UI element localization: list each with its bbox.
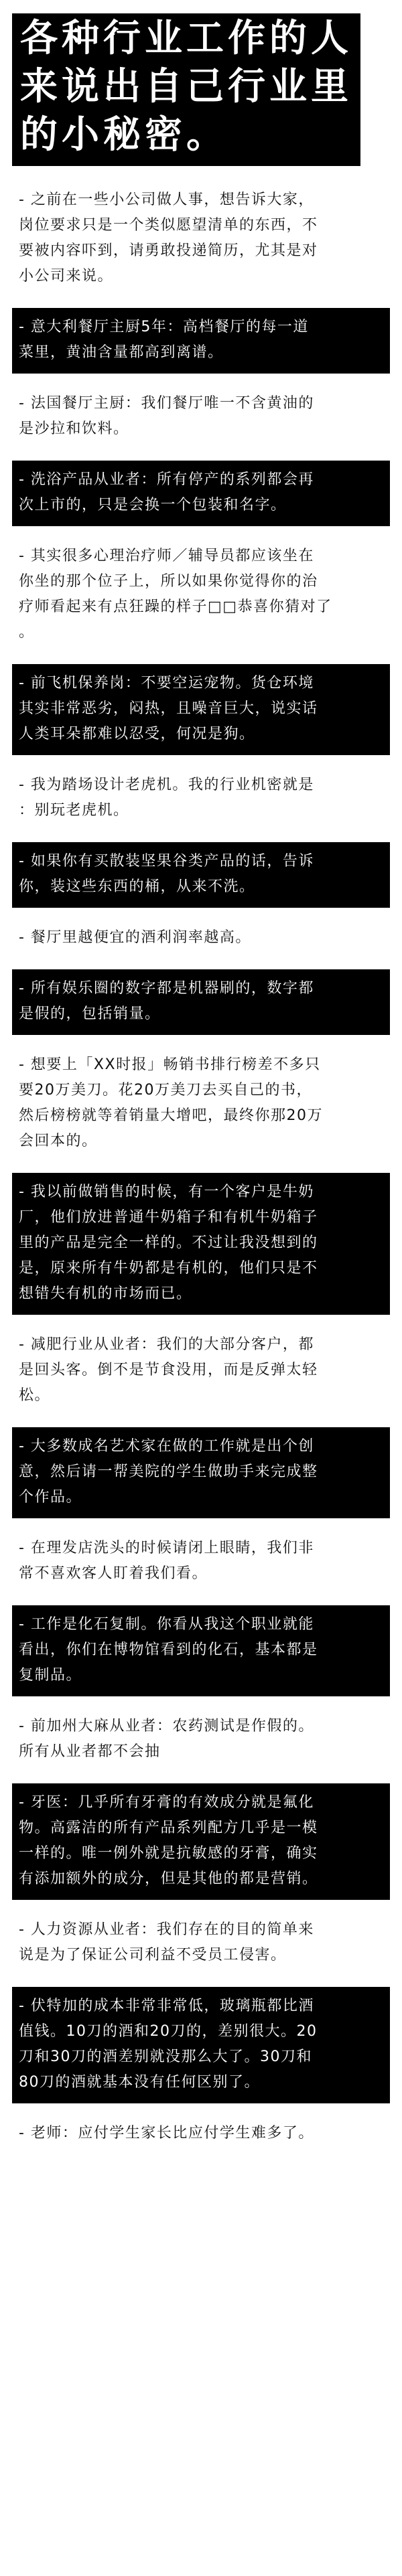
secret-item-10: - 所有娱乐圈的数字都是机器刷的，数字都 是假的，包括销量。 — [12, 969, 390, 1035]
secret-item-9: - 餐厅里越便宜的酒利润率越高。 — [12, 918, 390, 959]
secret-item-6: - 前飞机保养岗：不要空运宠物。货仓环境 其实非常恶劣，闷热，且噪音巨大，说实话 人类耳朵都难以忍受，何况是狗。 — [12, 664, 390, 755]
secret-item-13: - 减肥行业从业者：我们的大部分客户，都 是回头客。倒不是节食没用，而是反弹太轻 松。 — [12, 1325, 390, 1417]
secret-item-14: - 大多数成名艺术家在做的工作就是出个创 意，然后请一帮美院的学生做助手来完成整 个作品。 — [12, 1427, 390, 1518]
secret-item-7: - 我为踏场设计老虎机。我的行业机密就是 ：别玩老虎机。 — [12, 766, 390, 831]
secret-item-2: - 意大利餐厅主厨5年：高档餐厅的每一道 菜里，黄油含量都高到离谱。 — [12, 308, 390, 374]
secret-item-1: - 之前在一些小公司做人事，想告诉大家， 岗位要求只是一个类似愿望清单的东西，不 要被内容吓到，请勇敢投递简历，尤其是对 小公司来说。 — [12, 181, 390, 297]
secret-item-5: - 其实很多心理治疗师／辅导员都应该坐在 你坐的那个位子上，所以如果你觉得你的治 疗师看起来有点狂躁的样子□□恭喜你猜对了 。 — [12, 537, 390, 653]
secret-item-8: - 如果你有买散装坚果谷类产品的话，告诉 你，装这些东西的桶，从来不洗。 — [12, 842, 390, 908]
secret-item-17: - 前加州大麻从业者：农药测试是作假的。 所有从业者都不会抽 — [12, 1707, 390, 1773]
page-title: 各种行业工作的人 来说出自己行业里 的小秘密。 — [12, 13, 360, 166]
secret-item-16: - 工作是化石复制。你看从我这个职业就能 看出，你们在博物馆看到的化石，基本都是 复制品。 — [12, 1605, 390, 1696]
secret-item-18: - 牙医：几乎所有牙膏的有效成分就是氟化 物。高露洁的所有产品系列配方几乎是一模 一样的。唯一例外就是抗敏感的牙膏，确实 有添加额外的成分，但是其他的都是营销。 — [12, 1783, 390, 1900]
secret-item-4: - 洗浴产品从业者：所有停产的系列都会再 次上市的，只是会换一个包装和名字。 — [12, 461, 390, 526]
secret-item-15: - 在理发店洗头的时候请闭上眼睛，我们非 常不喜欢客人盯着我们看。 — [12, 1529, 390, 1595]
secret-item-12: - 我以前做销售的时候，有一个客户是牛奶 厂，他们放进普通牛奶箱子和有机牛奶箱子 里的产品是完全一样的。不过让我没想到的 是，原来所有牛奶都是有机的，他们只是不 想错失有机的市场而已。 — [12, 1173, 390, 1315]
secret-item-21: - 老师：应付学生家长比应付学生难多了。 — [12, 2114, 390, 2154]
secret-item-20: - 伏特加的成本非常非常低，玻璃瓶都比酒 值钱。10刀的酒和20刀的，差别很大。20 刀和30刀的酒差别就没那么大了。30刀和 80刀的酒就基本没有任何区别了。 — [12, 1987, 390, 2103]
secret-list — [12, 181, 390, 2165]
secret-item-11: - 想要上「XX时报」畅销书排行榜差不多只 要20万美刀。花20万美刀去买自己的书， 然后榜榜就等着销量大增吧，最终你那20万 会回本的。 — [12, 1046, 390, 1162]
secret-item-3: - 法国餐厅主厨：我们餐厅唯一不含黄油的 是沙拉和饮料。 — [12, 384, 390, 450]
secret-item-19: - 人力资源从业者：我们存在的目的简单来 说是为了保证公司利益不受员工侵害。 — [12, 1911, 390, 1976]
